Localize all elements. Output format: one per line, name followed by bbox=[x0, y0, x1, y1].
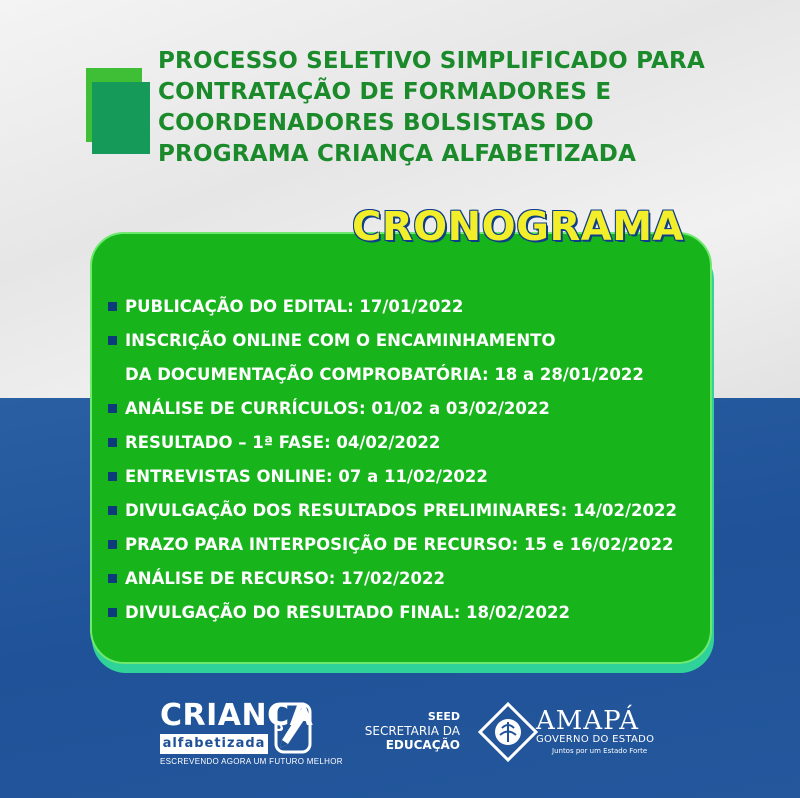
square-bullet-icon bbox=[108, 302, 117, 311]
square-bullet-icon bbox=[108, 404, 117, 413]
schedule-item-text: PRAZO PARA INTERPOSIÇÃO DE RECURSO: 15 e 16/02/2022 bbox=[125, 535, 674, 554]
square-bullet-icon bbox=[108, 574, 117, 583]
schedule-item-text: ANÁLISE DE CURRÍCULOS: 01/02 a 03/02/2022 bbox=[125, 399, 550, 418]
square-bullet-icon bbox=[108, 336, 117, 345]
schedule-item bbox=[108, 392, 718, 426]
schedule-item bbox=[108, 324, 718, 392]
decorative-square-dark bbox=[92, 82, 150, 154]
schedule-heading: CRONOGRAMA bbox=[352, 204, 684, 250]
title-line: COORDENADORES BOLSISTAS DO bbox=[158, 110, 594, 136]
square-bullet-icon bbox=[108, 506, 117, 515]
crianca-logo-name: CRIANÇA bbox=[160, 698, 314, 733]
seed-logo bbox=[352, 710, 460, 752]
square-bullet-icon bbox=[108, 438, 117, 447]
seed-line1: SECRETARIA DA bbox=[364, 724, 460, 738]
amapa-slogan: Juntos por um Estado Forte bbox=[552, 747, 648, 755]
amapa-logo bbox=[536, 708, 654, 756]
schedule-item-text: PUBLICAÇÃO DO EDITAL: 17/01/2022 bbox=[125, 297, 464, 316]
schedule-item-text: INSCRIÇÃO ONLINE COM O ENCAMINHAMENTO bbox=[125, 331, 556, 350]
schedule-list bbox=[108, 290, 718, 630]
seed-acronym: SEED bbox=[427, 710, 460, 723]
amapa-emblem-icon bbox=[478, 702, 538, 762]
amapa-subtitle: GOVERNO DO ESTADO bbox=[536, 734, 655, 745]
square-bullet-icon bbox=[108, 608, 117, 617]
amapa-name: AMAPÁ bbox=[536, 706, 640, 736]
schedule-item-text: ENTREVISTAS ONLINE: 07 a 11/02/2022 bbox=[125, 467, 488, 486]
square-bullet-icon bbox=[108, 540, 117, 549]
crianca-logo-tagline: ESCREVENDO AGORA UM FUTURO MELHOR bbox=[160, 757, 343, 766]
schedule-item-text: DIVULGAÇÃO DOS RESULTADOS PRELIMINARES: 14/02/2022 bbox=[125, 501, 677, 520]
seed-line2: EDUCAÇÃO bbox=[385, 738, 460, 752]
title-line: CONTRATAÇÃO DE FORMADORES E bbox=[158, 79, 612, 105]
crianca-alfabetizada-logo bbox=[160, 698, 343, 768]
schedule-item-text-continued: DA DOCUMENTAÇÃO COMPROBATÓRIA: 18 a 28/01/2022 bbox=[125, 365, 644, 384]
schedule-item bbox=[108, 562, 718, 596]
crianca-logo-subtitle: alfabetizada bbox=[160, 734, 268, 754]
schedule-item bbox=[108, 596, 718, 630]
schedule-item bbox=[108, 426, 718, 460]
page-title bbox=[158, 46, 778, 170]
title-line: PROCESSO SELETIVO SIMPLIFICADO PARA bbox=[158, 48, 705, 74]
pencil-icon bbox=[272, 700, 314, 756]
schedule-item-text: RESULTADO – 1ª FASE: 04/02/2022 bbox=[125, 433, 441, 452]
square-bullet-icon bbox=[108, 472, 117, 481]
schedule-item bbox=[108, 290, 718, 324]
schedule-item-text: ANÁLISE DE RECURSO: 17/02/2022 bbox=[125, 569, 445, 588]
schedule-item-text: DIVULGAÇÃO DO RESULTADO FINAL: 18/02/2022 bbox=[125, 603, 570, 622]
schedule-item bbox=[108, 494, 718, 528]
title-line: PROGRAMA CRIANÇA ALFABETIZADA bbox=[158, 141, 637, 167]
schedule-item bbox=[108, 460, 718, 494]
schedule-item bbox=[108, 528, 718, 562]
